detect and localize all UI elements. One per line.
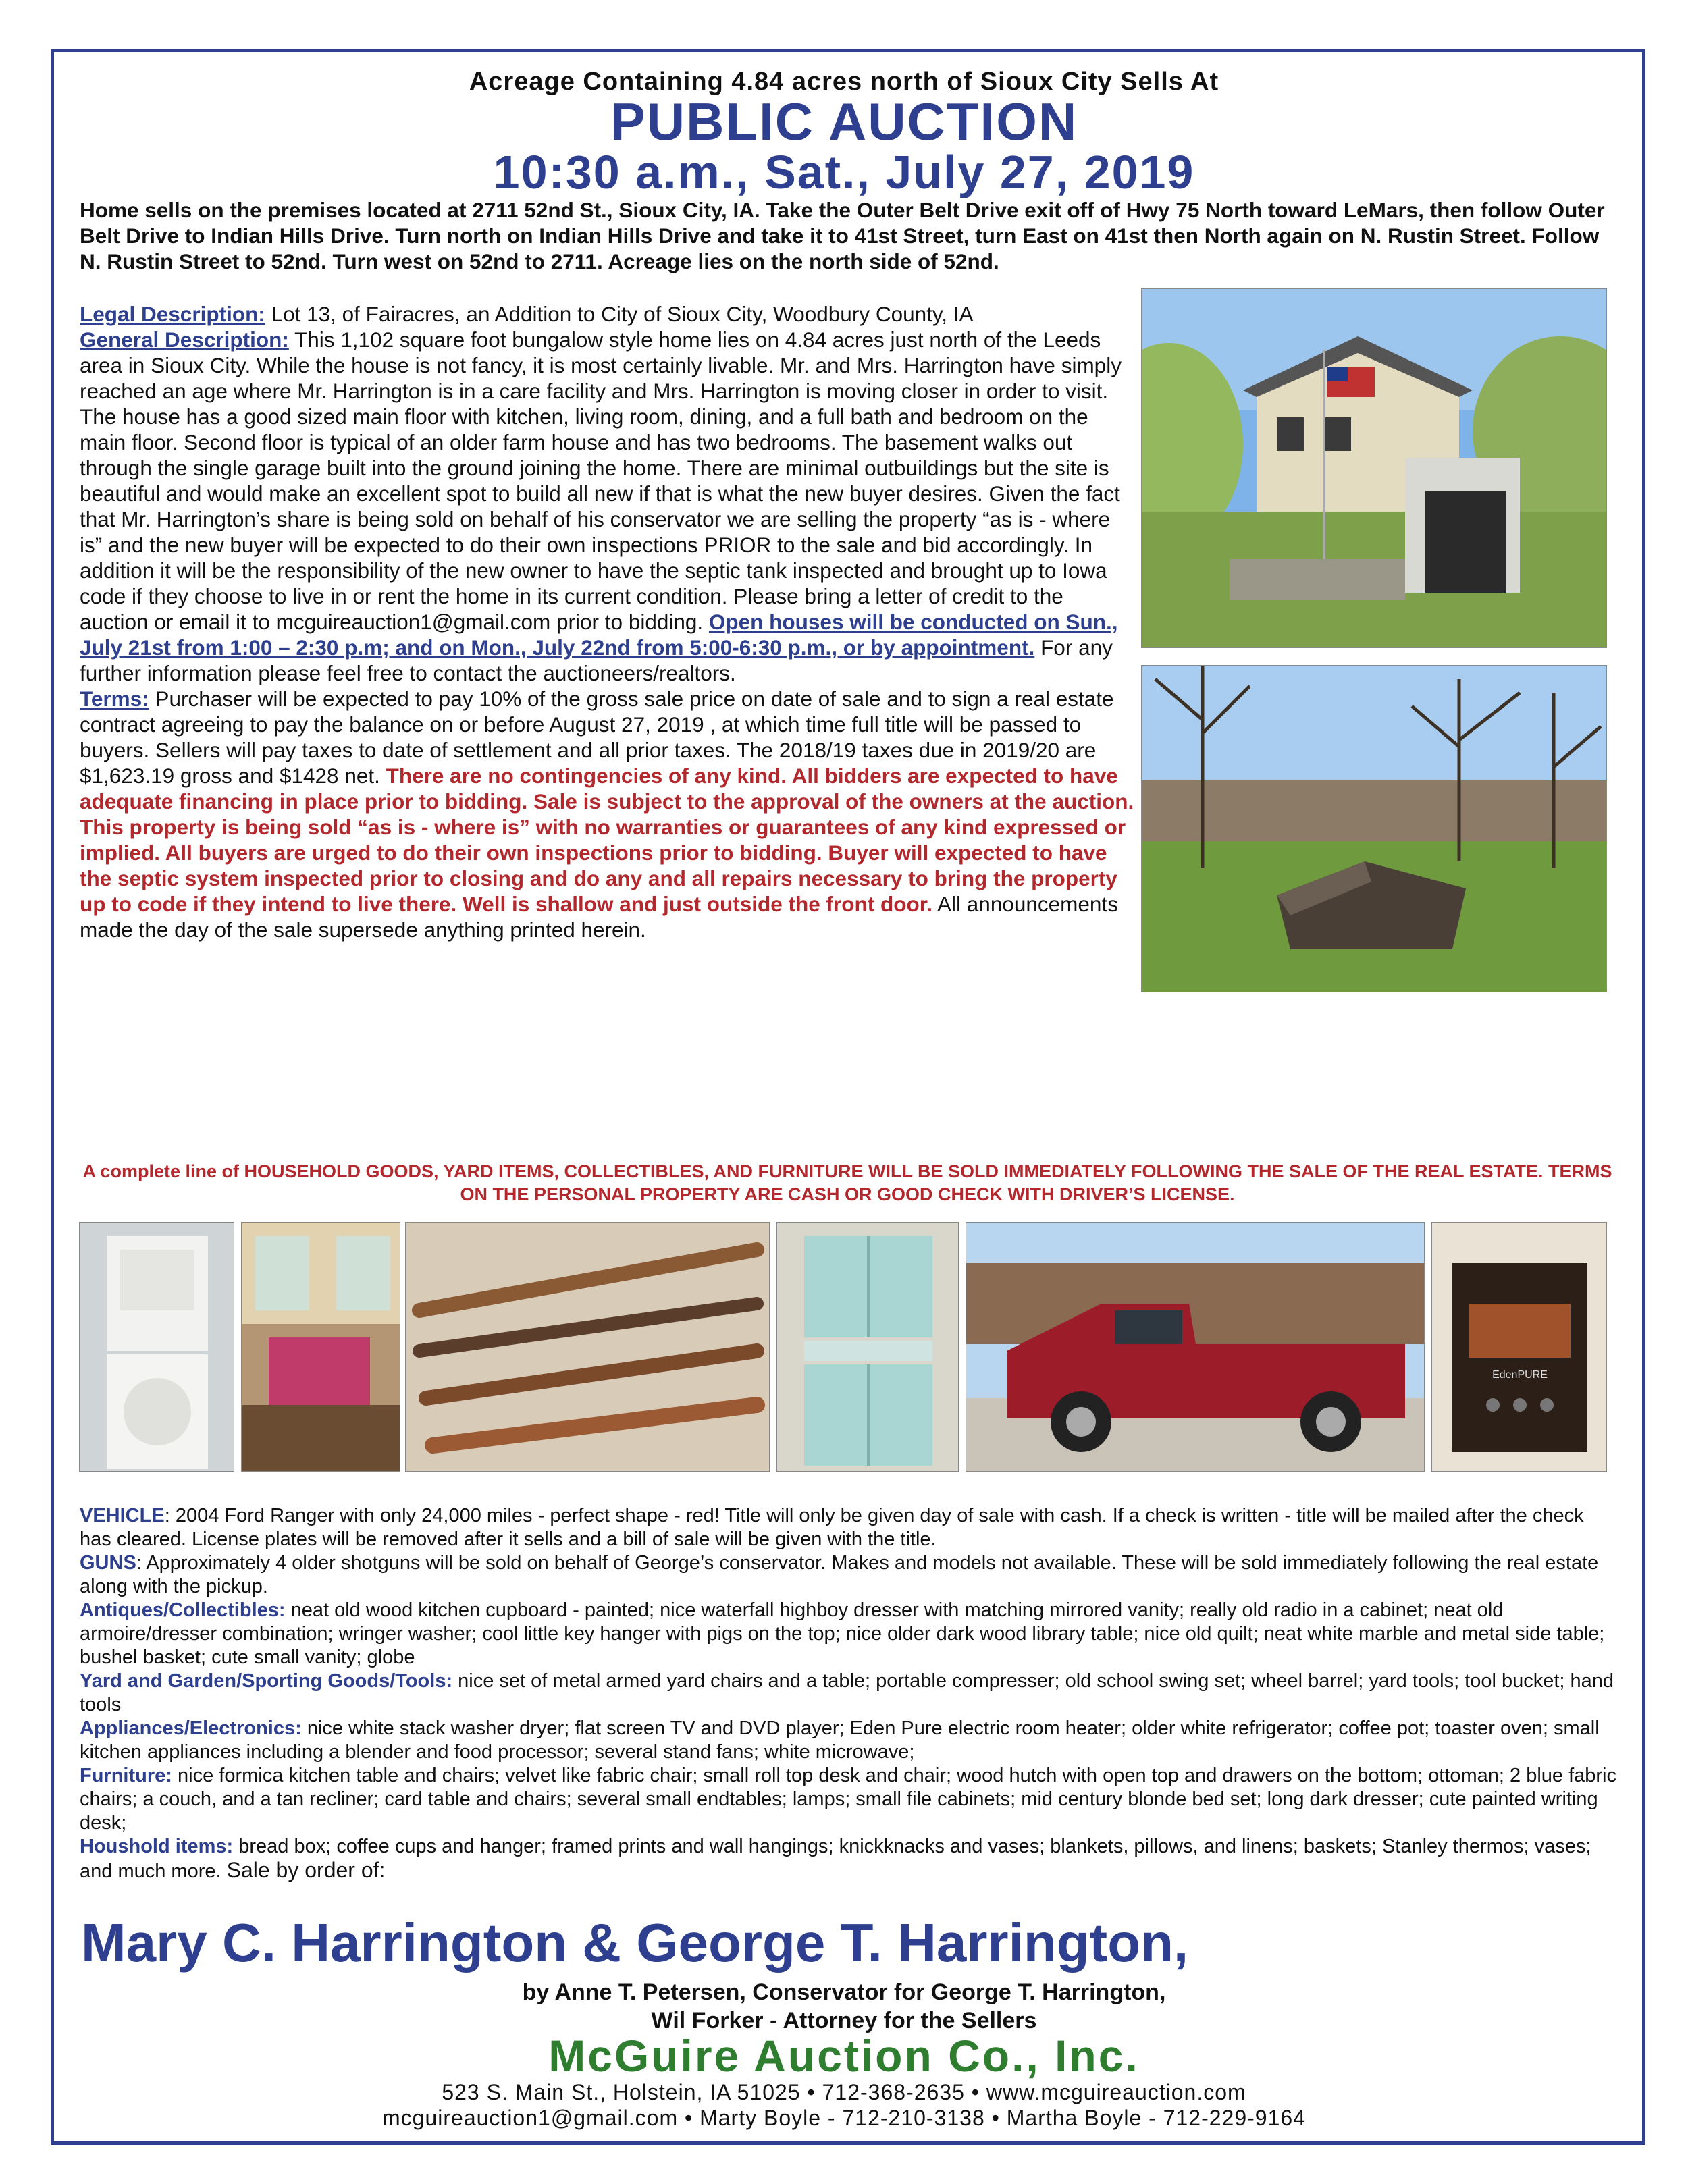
terms-warning: There are no contingencies of any kind. All bidders are expected to have adequate financing in place prior to bidding. Sale is subject to the approval of the owners at the auction. This property is being sold “as is - where is” with no warranties or guarantees of any kind expressed or implied. All buyers are urged to do their own inspections prior to bidding. Buyer will expected to have the septic system inspected prior to closing and do any and all repairs necessary to bring the property up to code if they intend to live there. Well is shallow and just outside the front door.	[80, 764, 1134, 916]
shotguns-photo	[405, 1222, 770, 1472]
house-photo-art	[1142, 289, 1607, 648]
field-photo	[1141, 665, 1607, 992]
general-label: General Description:	[80, 327, 289, 352]
shotguns-art	[406, 1223, 770, 1472]
item-text: nice formica kitchen table and chairs; velvet like fabric chair; small roll top desk and chair; wood hutch with open top and drawers on the bottom; ottoman; 2 blue fabric chairs; a couch, and a tan recliner; card table and chairs; several small endtables; lamps; small file cabinets; mid century blonde bed set; long dark dresser; cute painted writing desk;	[80, 1765, 1617, 1834]
item-sep	[302, 1717, 307, 1739]
item-label: Appliances/Electronics:	[80, 1717, 302, 1739]
item-sep	[452, 1670, 458, 1692]
field-photo-art	[1142, 666, 1607, 992]
conservator-line	[68, 1978, 1620, 2035]
washer-dryer-art	[80, 1223, 234, 1472]
heater-photo	[1431, 1222, 1607, 1472]
item-label: GUNS	[80, 1552, 136, 1574]
item-text: Approximately 4 older shotguns will be sold on behalf of George’s conservator. Makes and models not available. These will be sold immediately following the real estate along with the pickup.	[80, 1552, 1599, 1597]
item-text: nice set of metal armed yard chairs and a table; portable compresser; old school swing set; wheel barrel; yard tools; tool bucket; hand tools	[80, 1670, 1614, 1715]
sellers-name: Mary C. Harrington & George T. Harrington,	[81, 1913, 1189, 1973]
attorney-text: Wil Forker - Attorney for the Sellers	[651, 2008, 1037, 2033]
item-furniture	[80, 1764, 1619, 1835]
item-label: Antiques/Collectibles:	[80, 1599, 286, 1621]
item-label: Houshold items:	[80, 1836, 234, 1857]
house-photo	[1141, 288, 1607, 648]
header-subtitle: Acreage Containing 4.84 acres north of Sioux City Sells At	[469, 68, 1219, 96]
item-sep	[172, 1765, 178, 1786]
heater-brand: EdenPURE	[1492, 1369, 1548, 1381]
item-appliances	[80, 1717, 1619, 1764]
sale-by-order: Sale by order of:	[226, 1858, 386, 1882]
item-yard-garden	[80, 1670, 1619, 1717]
open-house-text: Open houses will be conducted on Sun., July 21st from 1:00 – 2:30 p.m; and on Mon., July 22nd from 5:00-6:30 p.m., or by appointment.	[80, 610, 1118, 660]
items-list	[80, 1504, 1619, 1884]
terms-after: All announcements made the day of the sale supersede anything printed herein.	[80, 892, 1118, 942]
item-label: Yard and Garden/Sporting Goods/Tools:	[80, 1670, 453, 1692]
company-name: McGuire Auction Co., Inc.	[548, 2031, 1140, 2081]
legal-label: Legal Description:	[80, 302, 265, 326]
washer-dryer-photo	[79, 1222, 234, 1472]
general-text: This 1,102 square foot bungalow style home lies on 4.84 acres just north of the Leeds area in Sioux City. While the house is not fancy, it is most certainly livable. Mr. and Mrs. Harrington have simply reached an age where Mr. Harrington is in a care facility and Mrs. Harrington is moving closer in order to visit. The house has a good sized main floor with kitchen, living room, dining, and a full bath and bedroom on the main floor. Second floor is typical of an older farm house and has two bedrooms. The basement walks out through the single garage built into the ground joining the home. There are minimal outbuildings but the site is beautiful and would make an excellent spot to build all new if that is what the new buyer desires. Given the fact that Mr. Harrington’s share is being sold on behalf of his conservator we are selling the property “as is - where is” and the new buyer will be expected to do their own inspections PRIOR to the sale and bid accordingly. In addition it will be the responsibility of the new owner to have the septic tank inspected and brought up to Iowa code if they choose to live in or rent the home in its current condition. Please bring a letter of credit to the auction or email it to mcguireauction1@gmail.com prior to bidding.	[80, 327, 1122, 634]
item-guns	[80, 1551, 1619, 1599]
terms-label: Terms:	[80, 687, 149, 711]
item-vehicle	[80, 1504, 1619, 1551]
item-sep	[286, 1599, 291, 1621]
directions: Home sells on the premises located at 2711 52nd St., Sioux City, IA. Take the Outer Belt Drive exit off of Hwy 75 North toward LeMars, then follow Outer Belt Drive to Indian Hills Drive. Turn north on Indian Hills Drive and take it to 41st Street, turn East on 41st then North again on N. Rustin Street. Follow N. Rustin Street to 52nd. Turn west on 52nd to 2711. Acreage lies on the north side of 52nd.	[80, 198, 1605, 273]
item-antiques	[80, 1599, 1619, 1670]
cupboard-photo	[776, 1222, 959, 1472]
contact-line-2: mcguireauction1@gmail.com • Marty Boyle - 712-210-3138 • Martha Boyle - 712-229-9164	[382, 2106, 1306, 2130]
item-text: nice white stack washer dryer; flat screen TV and DVD player; Eden Pure electric room heater; older white refrigerator; coffee pot; toaster oven; small kitchen appliances including a blender and food processor; several stand fans; white microwave;	[80, 1717, 1600, 1763]
heater-art	[1432, 1223, 1607, 1472]
item-household	[80, 1835, 1619, 1884]
bedroom-art	[242, 1223, 400, 1472]
conservator-text: by Anne T. Petersen, Conservator for George T. Harrington,	[522, 1979, 1166, 2005]
item-label: VEHICLE	[80, 1505, 165, 1526]
contact-line-1: 523 S. Main St., Holstein, IA 51025 • 712-368-2635 • www.mcguireauction.com	[442, 2080, 1246, 2104]
item-text: neat old wood kitchen cupboard - painted; nice waterfall highboy dresser with matching mirrored vanity; really old radio in a cabinet; neat old armoire/dresser combination; wringer washer; cool little key hanger with pigs on the top; nice older dark wood library table; nice old quilt; neat white marble and metal side table; bushel basket; cute small vanity; globe	[80, 1599, 1605, 1668]
item-sep: :	[164, 1505, 176, 1526]
header-datetime: 10:30 a.m., Sat., July 27, 2019	[493, 146, 1195, 198]
truck-photo	[966, 1222, 1425, 1472]
item-sep: :	[136, 1552, 147, 1574]
legal-text: Lot 13, of Fairacres, an Addition to City of Sioux City, Woodbury County, IA	[265, 302, 974, 326]
personal-property-notice: A complete line of HOUSEHOLD GOODS, YARD ITEMS, COLLECTIBLES, AND FURNITURE WILL BE SOLD IMMEDIATELY FOLLOWING THE SALE OF THE REAL ESTATE. TERMS ON THE PERSONAL PROPERTY ARE CASH OR GOOD CHECK WITH DRIVER’S LICENSE.	[82, 1161, 1612, 1204]
bedroom-photo	[241, 1222, 400, 1472]
item-text: 2004 Ford Ranger with only 24,000 miles - perfect shape - red! Title will only be given day of sale with cash. If a check is written - title will be mailed after the check has cleared. License plates will be removed after it sells and a bill of sale will be given with the title.	[80, 1505, 1584, 1550]
cupboard-art	[777, 1223, 959, 1472]
item-text: bread box; coffee cups and hanger; framed prints and wall hangings; knickknacks and vases; blankets, pillows, and linens; baskets; Stanley thermos; vases; and much more.	[80, 1836, 1591, 1882]
item-label: Furniture:	[80, 1765, 172, 1786]
header-title: PUBLIC AUCTION	[610, 92, 1078, 151]
general-after: For any further information please feel free to contact the auctioneers/realtors.	[80, 635, 1113, 685]
terms-text: Purchaser will be expected to pay 10% of the gross sale price on date of sale and to sign a real estate contract agreeing to pay the balance on or before August 27, 2019 , at which time full title will be passed to buyers. Sellers will pay taxes to date of settlement and all prior taxes. The 2018/19 taxes due in 2019/20 are $1,623.19 gross and $1428 net.	[80, 687, 1114, 788]
description-block	[80, 301, 1136, 942]
truck-art	[966, 1223, 1425, 1472]
